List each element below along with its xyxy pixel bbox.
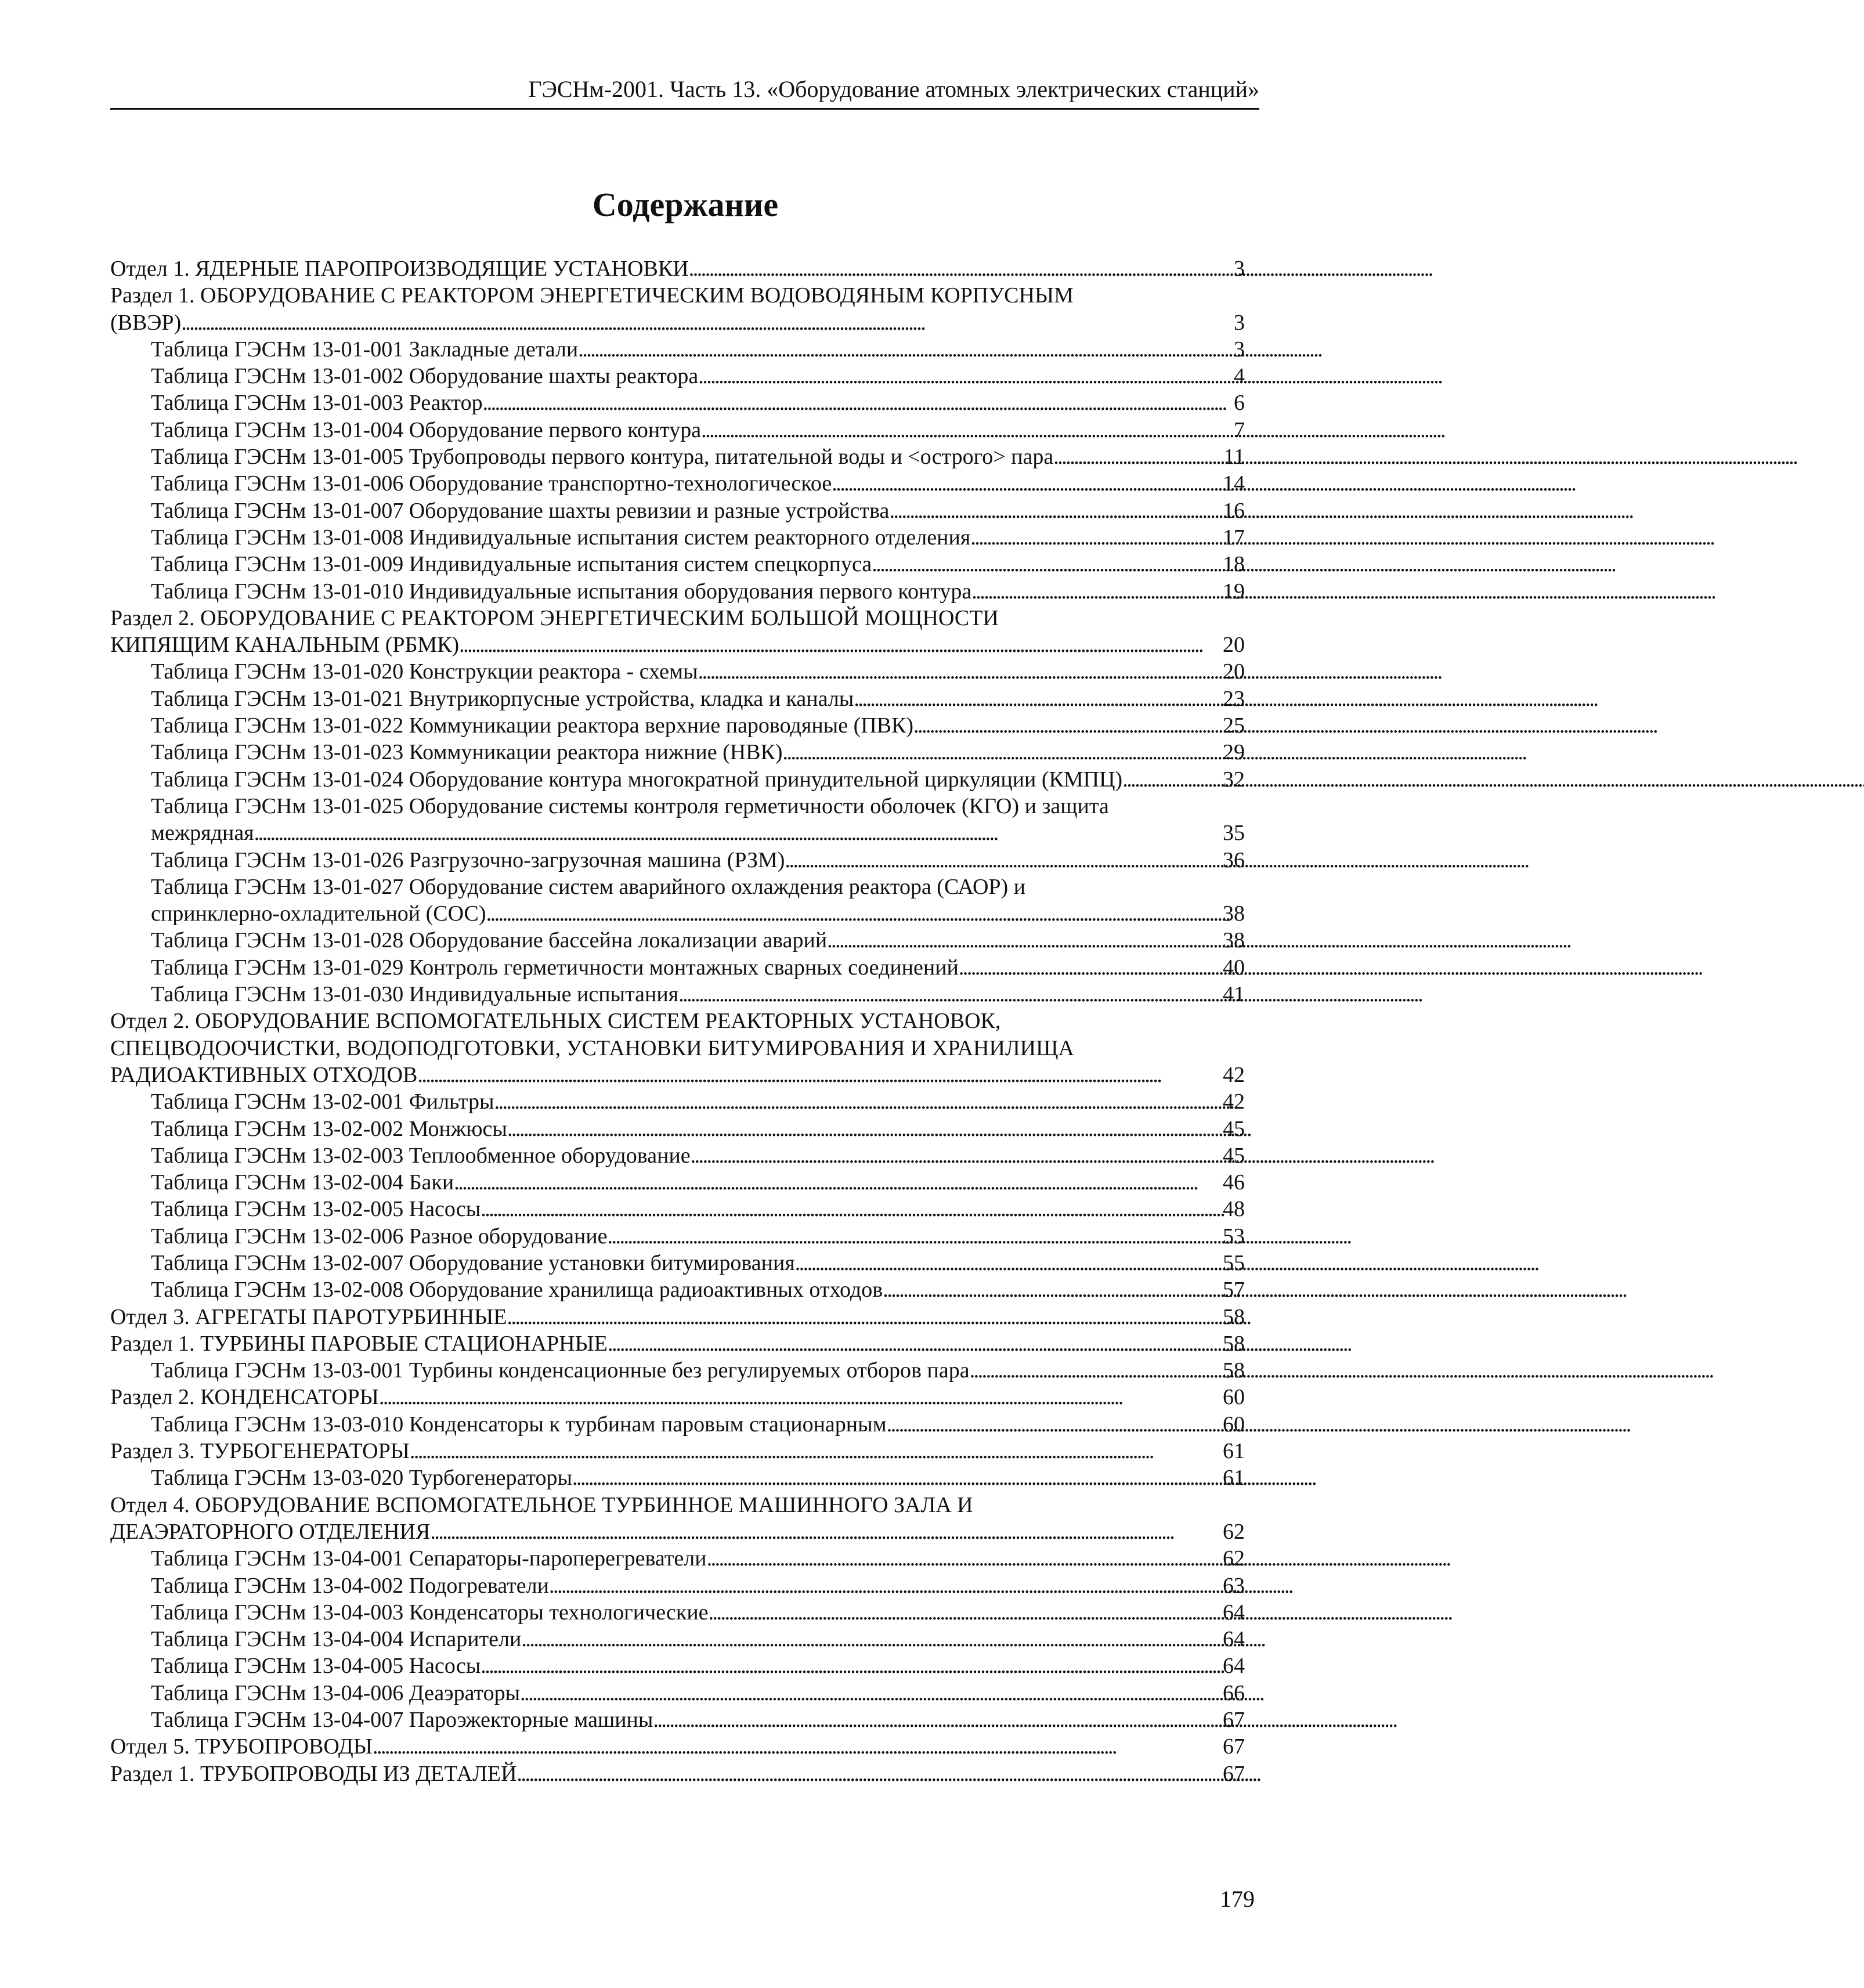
dot-leader [373, 1733, 1219, 1760]
toc-table-entry[interactable] [110, 685, 1245, 712]
toc-entry-title: КИПЯЩИМ КАНАЛЬНЫМ (РБМК) [110, 633, 460, 658]
toc-entry-line [151, 1250, 1245, 1276]
toc-section-entry[interactable] [110, 605, 1245, 659]
toc-entry-page: 63 [1223, 1573, 1245, 1598]
dot-leader [608, 1330, 1219, 1357]
dot-leader [889, 497, 1219, 524]
toc-entry-line [151, 1653, 1245, 1679]
dot-leader [691, 1142, 1219, 1169]
toc-entry-page: 3 [1234, 310, 1245, 335]
toc-table-entry[interactable] [110, 766, 1245, 793]
toc-entry-title: Таблица ГЭСНм 13-01-020 Конструкции реактора - схемы [151, 659, 698, 684]
toc-table-entry[interactable] [110, 847, 1245, 874]
toc-entry-page: 53 [1223, 1224, 1245, 1249]
page-title: Содержание [592, 186, 779, 223]
toc-entry-page: 64 [1223, 1654, 1245, 1679]
toc-entry-title: Таблица ГЭСНм 13-04-002 Подогреватели [151, 1573, 549, 1598]
toc-entry-line [151, 954, 1245, 981]
toc-table-entry[interactable] [110, 1545, 1245, 1572]
dot-leader [854, 685, 1219, 712]
toc-entry-page: 46 [1223, 1170, 1245, 1195]
toc-entry-page: 18 [1223, 552, 1245, 577]
toc-entry-page: 29 [1223, 740, 1245, 765]
toc-entry-page: 61 [1223, 1439, 1245, 1464]
toc-entry-title: Таблица ГЭСНм 13-02-002 Монжюсы [151, 1116, 507, 1141]
toc-entry-line [151, 1464, 1245, 1491]
toc-entry-page: 41 [1223, 982, 1245, 1007]
toc-entry-title: Таблица ГЭСНм 13-04-003 Конденсаторы технологические [151, 1600, 709, 1625]
toc-table-entry[interactable] [110, 1464, 1245, 1491]
dot-leader [549, 1572, 1219, 1599]
toc-table-entry[interactable] [110, 497, 1245, 524]
dot-leader [410, 1438, 1219, 1464]
toc-table-entry[interactable] [110, 1196, 1245, 1222]
dot-leader [707, 1545, 1219, 1572]
dot-leader [507, 1116, 1219, 1142]
toc-entry-title: Таблица ГЭСНм 13-02-003 Теплообменное оборудование [151, 1143, 691, 1168]
toc-entry-page: 23 [1223, 686, 1245, 711]
toc-entry-title: Таблица ГЭСНм 13-03-020 Турбогенераторы [151, 1466, 573, 1491]
toc-entry-line [110, 632, 1245, 658]
toc-entry-title: Таблица ГЭСНм 13-04-007 Пароэжекторные машины [151, 1708, 653, 1733]
toc-section-entry[interactable] [110, 1438, 1245, 1464]
dot-leader [1122, 766, 1219, 793]
toc-entry-page: 16 [1223, 498, 1245, 523]
toc-entry-title: Таблица ГЭСНм 13-02-005 Насосы [151, 1197, 481, 1222]
toc-entry-line [151, 981, 1245, 1008]
toc-entry-page: 20 [1223, 633, 1245, 658]
toc-entry-page: 11 [1223, 445, 1245, 470]
toc-table-entry[interactable] [110, 1599, 1245, 1626]
toc-entry-title: Таблица ГЭСНм 13-01-007 Оборудование шахты ревизии и разные устройства [151, 498, 890, 523]
toc-entry-title: Таблица ГЭСНм 13-04-005 Насосы [151, 1654, 481, 1679]
dot-leader [701, 417, 1230, 443]
toc-entry-line [110, 1438, 1245, 1464]
dot-leader [520, 1680, 1219, 1706]
toc-table-entry[interactable] [110, 1706, 1245, 1733]
dot-leader [417, 1062, 1219, 1088]
toc-entry-title: Таблица ГЭСНм 13-01-010 Индивидуальные испытания оборудования первого контура [151, 579, 972, 604]
toc-entry-page: 4 [1234, 364, 1245, 389]
toc-entry-page: 40 [1223, 955, 1245, 980]
toc-entry-page: 61 [1223, 1466, 1245, 1491]
toc-entry-title: Таблица ГЭСНм 13-04-004 Испарители [151, 1627, 522, 1652]
toc-entry-title: Таблица ГЭСНм 13-01-002 Оборудование шахты реактора [151, 364, 699, 389]
toc-entry-page: 35 [1223, 821, 1245, 846]
toc-section-entry[interactable] [110, 1492, 1245, 1546]
dot-leader [883, 1276, 1219, 1303]
dot-leader [483, 389, 1230, 416]
toc-table-entry[interactable] [110, 712, 1245, 739]
toc-entry-title: Раздел 1. ТУРБИНЫ ПАРОВЫЕ СТАЦИОНАРНЫЕ [110, 1331, 608, 1356]
toc-entry-line [110, 1733, 1245, 1760]
toc-entry-title: Отдел 1. ЯДЕРНЫЕ ПАРОПРОИЗВОДЯЩИЕ УСТАНОВКИ [110, 257, 689, 281]
toc-entry-line [151, 443, 1245, 470]
toc-entry-line [151, 1599, 1245, 1626]
toc-entry-title: Таблица ГЭСНм 13-01-023 Коммуникации реактора нижние (НВК) [151, 740, 783, 765]
toc-entry-title: спринклерно-охладительной (СОС) [151, 901, 486, 926]
toc-entry-title: Таблица ГЭСНм 13-01-026 Разгрузочно-загрузочная машина (РЗМ) [151, 847, 785, 872]
dot-leader [481, 1196, 1219, 1222]
dot-leader [254, 820, 1219, 846]
toc-entry-line [151, 712, 1245, 739]
toc-entry-title: Отдел 3. АГРЕГАТЫ ПАРОТУРБИННЫЕ [110, 1304, 507, 1329]
dot-leader [507, 1304, 1219, 1330]
toc-entry-line [151, 1223, 1245, 1250]
toc-entry-title-line: Таблица ГЭСНм 13-01-027 Оборудование систем аварийного охлаждения реактора (САОР) и [151, 874, 1026, 899]
page-number: 179 [1220, 1886, 1255, 1912]
toc-entry-line [151, 658, 1245, 685]
toc-entry-title: Таблица ГЭСНм 13-02-008 Оборудование хранилища радиоактивных отходов [151, 1278, 883, 1303]
toc-entry-page: 67 [1223, 1708, 1245, 1733]
toc-entry-line [151, 1411, 1245, 1438]
dot-leader [521, 1626, 1219, 1653]
toc-entry-line [151, 739, 1245, 766]
dot-leader [689, 255, 1230, 282]
toc-table-entry[interactable] [110, 954, 1245, 981]
toc-entry-page: 67 [1223, 1734, 1245, 1759]
toc-entry-line [151, 1626, 1245, 1653]
table-of-contents [110, 255, 1245, 1787]
toc-table-entry[interactable] [110, 1357, 1245, 1384]
toc-entry-page: 45 [1223, 1116, 1245, 1141]
toc-entry-title: ДЕАЭРАТОРНОГО ОТДЕЛЕНИЯ [110, 1519, 431, 1544]
toc-entry-page: 62 [1223, 1519, 1245, 1544]
toc-entry-line [151, 847, 1245, 874]
toc-entry-title: Таблица ГЭСНм 13-03-001 Турбины конденсационные без регулируемых отборов пара [151, 1358, 970, 1383]
dot-leader [971, 578, 1219, 605]
toc-entry-title-line: Таблица ГЭСНм 13-01-025 Оборудование системы контроля герметичности оболочек (КГО) и защита [151, 793, 1109, 818]
toc-entry-line [151, 1545, 1245, 1572]
toc-table-entry[interactable] [110, 658, 1245, 685]
toc-entry-page: 7 [1234, 417, 1245, 442]
toc-entry-title: Раздел 1. ТРУБОПРОВОДЫ ИЗ ДЕТАЛЕЙ [110, 1761, 517, 1786]
dot-leader [959, 954, 1219, 981]
toc-entry-page: 6 [1234, 391, 1245, 416]
dot-leader [887, 1411, 1219, 1438]
dot-leader [785, 847, 1219, 874]
toc-entry-line [110, 255, 1245, 282]
toc-table-entry[interactable] [110, 1223, 1245, 1250]
dot-leader [709, 1599, 1219, 1626]
toc-entry-line [110, 1304, 1245, 1330]
toc-table-entry[interactable] [110, 1653, 1245, 1679]
toc-section-entry[interactable] [110, 1330, 1245, 1357]
toc-table-entry[interactable] [110, 1116, 1245, 1142]
dot-leader [486, 900, 1219, 927]
toc-table-entry[interactable] [110, 363, 1245, 389]
toc-table-entry[interactable] [110, 578, 1245, 605]
toc-entry-page: 3 [1234, 337, 1245, 362]
toc-section-entry[interactable] [110, 255, 1245, 282]
toc-entry-line [151, 497, 1245, 524]
dot-leader [827, 927, 1219, 954]
toc-entry-line [151, 417, 1245, 443]
toc-entry-page: 45 [1223, 1143, 1245, 1168]
toc-entry-line [151, 363, 1245, 389]
toc-entry-line [110, 1384, 1245, 1410]
toc-entry-title: Таблица ГЭСНм 13-04-006 Деаэраторы [151, 1680, 521, 1705]
toc-entry-title: Таблица ГЭСНм 13-01-024 Оборудование контура многократной принудительной циркуляции (КМПЦ) [151, 767, 1123, 792]
toc-table-entry[interactable] [110, 1572, 1245, 1599]
toc-entry-title-line: Раздел 1. ОБОРУДОВАНИЕ С РЕАКТОРОМ ЭНЕРГЕТИЧЕСКИМ ВОДОВОДЯНЫМ КОРПУСНЫМ [110, 283, 1074, 308]
dot-leader [698, 658, 1219, 685]
toc-entry-line [110, 1518, 1245, 1545]
toc-entry-line [151, 1572, 1245, 1599]
toc-table-entry[interactable] [110, 1276, 1245, 1303]
toc-entry-page: 60 [1223, 1385, 1245, 1410]
toc-entry-title: Таблица ГЭСНм 13-01-009 Индивидуальные испытания систем спецкорпуса [151, 552, 872, 577]
toc-entry-title: Таблица ГЭСНм 13-01-008 Индивидуальные испытания систем реакторного отделения [151, 525, 971, 550]
toc-table-entry[interactable] [110, 551, 1245, 578]
toc-table-entry[interactable] [110, 874, 1245, 928]
toc-entry-page: 38 [1223, 901, 1245, 926]
toc-entry-page: 60 [1223, 1412, 1245, 1437]
toc-entry-line [110, 1760, 1245, 1787]
toc-entry-title: Отдел 5. ТРУБОПРОВОДЫ [110, 1734, 373, 1759]
toc-entry-line [151, 1088, 1245, 1115]
toc-entry-title: Таблица ГЭСНм 13-01-003 Реактор [151, 391, 483, 416]
dot-leader [578, 336, 1230, 363]
toc-entry-page: 36 [1223, 847, 1245, 872]
toc-table-entry[interactable] [110, 1142, 1245, 1169]
dot-leader [795, 1250, 1219, 1276]
toc-entry-title-line: Раздел 2. ОБОРУДОВАНИЕ С РЕАКТОРОМ ЭНЕРГЕТИЧЕСКИМ БОЛЬШОЙ МОЩНОСТИ [110, 605, 999, 630]
toc-entry-page: 42 [1223, 1062, 1245, 1087]
dot-leader [430, 1518, 1219, 1545]
toc-entry-page: 3 [1234, 257, 1245, 281]
toc-entry-title: Таблица ГЭСНм 13-02-001 Фильтры [151, 1089, 494, 1114]
toc-entry-line [151, 1680, 1245, 1706]
dot-leader [454, 1169, 1219, 1196]
toc-entry-title: Таблица ГЭСНм 13-01-028 Оборудование бассейна локализации аварий [151, 928, 828, 953]
toc-section-entry[interactable] [110, 1304, 1245, 1330]
toc-entry-line [151, 389, 1245, 416]
toc-entry-title: РАДИОАКТИВНЫХ ОТХОДОВ [110, 1062, 418, 1087]
toc-section-entry[interactable] [110, 1733, 1245, 1760]
toc-entry-page: 20 [1223, 659, 1245, 684]
toc-entry-line [151, 1116, 1245, 1142]
dot-leader [517, 1760, 1219, 1787]
toc-entry-page: 64 [1223, 1627, 1245, 1652]
toc-entry-title: (ВВЭР) [110, 310, 182, 335]
toc-table-entry[interactable] [110, 389, 1245, 416]
toc-table-entry[interactable] [110, 524, 1245, 551]
dot-leader [872, 551, 1219, 578]
toc-entry-line [151, 1142, 1245, 1169]
toc-section-entry[interactable] [110, 1008, 1245, 1088]
toc-entry-title: Таблица ГЭСНм 13-02-006 Разное оборудование [151, 1224, 608, 1249]
toc-section-entry[interactable] [110, 1384, 1245, 1410]
toc-entry-page: 38 [1223, 928, 1245, 953]
toc-entry-title: Таблица ГЭСНм 13-01-029 Контроль герметичности монтажных сварных соединений [151, 955, 959, 980]
dot-leader [970, 1357, 1219, 1384]
toc-entry-line [151, 1196, 1245, 1222]
toc-entry-line [151, 578, 1245, 605]
toc-entry-title: Таблица ГЭСНм 13-01-001 Закладные детали [151, 337, 579, 362]
toc-entry-page: 67 [1223, 1761, 1245, 1786]
toc-table-entry[interactable] [110, 470, 1245, 497]
toc-table-entry[interactable] [110, 336, 1245, 363]
toc-entry-page: 66 [1223, 1680, 1245, 1705]
dot-leader [181, 309, 1230, 336]
toc-entry-line [151, 524, 1245, 551]
toc-entry-line [151, 900, 1245, 927]
toc-section-entry[interactable] [110, 1760, 1245, 1787]
toc-entry-page: 57 [1223, 1278, 1245, 1303]
dot-leader [572, 1464, 1219, 1491]
toc-table-entry[interactable] [110, 1169, 1245, 1196]
toc-entry-title: Таблица ГЭСНм 13-02-007 Оборудование установки битумирования [151, 1250, 795, 1275]
toc-table-entry[interactable] [110, 1411, 1245, 1438]
dot-leader [1053, 443, 1220, 470]
toc-table-entry[interactable] [110, 1680, 1245, 1706]
toc-entry-line [151, 927, 1245, 954]
toc-entry-page: 42 [1223, 1089, 1245, 1114]
toc-entry-line [110, 1330, 1245, 1357]
toc-table-entry[interactable] [110, 739, 1245, 766]
toc-entry-page: 64 [1223, 1600, 1245, 1625]
dot-leader [459, 632, 1219, 658]
dot-leader [970, 524, 1219, 551]
dot-leader [832, 470, 1219, 497]
toc-table-entry[interactable] [110, 981, 1245, 1008]
toc-entry-title: Таблица ГЭСНм 13-01-022 Коммуникации реактора верхние пароводяные (ПВК) [151, 713, 914, 738]
toc-entry-line [151, 551, 1245, 578]
dot-leader [379, 1384, 1219, 1410]
dot-leader [608, 1223, 1219, 1250]
toc-entry-title: Таблица ГЭСНм 13-01-004 Оборудование первого контура [151, 417, 702, 442]
toc-table-entry[interactable] [110, 443, 1245, 470]
toc-entry-title: Раздел 2. КОНДЕНСАТОРЫ [110, 1385, 379, 1410]
toc-entry-page: 55 [1223, 1250, 1245, 1275]
running-header: ГЭСНм-2001. Часть 13. «Оборудование атомных электрических станций» [110, 75, 1259, 110]
dot-leader [913, 712, 1219, 739]
toc-entry-line [151, 820, 1245, 846]
dot-leader [653, 1706, 1219, 1733]
toc-entry-page: 62 [1223, 1546, 1245, 1571]
toc-entry-line [110, 1062, 1245, 1088]
toc-entry-title-line: СПЕЦВОДООЧИСТКИ, ВОДОПОДГОТОВКИ, УСТАНОВКИ БИТУМИРОВАНИЯ И ХРАНИЛИЩА [110, 1036, 1074, 1060]
toc-entry-page: 14 [1223, 471, 1245, 496]
toc-entry-line [110, 309, 1245, 336]
toc-entry-page: 19 [1223, 579, 1245, 604]
toc-table-entry[interactable] [110, 417, 1245, 443]
toc-entry-title-line: Отдел 2. ОБОРУДОВАНИЕ ВСПОМОГАТЕЛЬНЫХ СИСТЕМ РЕАКТОРНЫХ УСТАНОВОК, [110, 1009, 1001, 1034]
toc-entry-title-line: Отдел 4. ОБОРУДОВАНИЕ ВСПОМОГАТЕЛЬНОЕ ТУРБИННОЕ МАШИННОГО ЗАЛА И [110, 1492, 973, 1517]
toc-entry-line [151, 1357, 1245, 1384]
toc-entry-title: Таблица ГЭСНм 13-01-006 Оборудование транспортно-технологическое [151, 471, 832, 496]
toc-entry-line [151, 1276, 1245, 1303]
toc-entry-page: 58 [1223, 1331, 1245, 1356]
toc-entry-line [151, 336, 1245, 363]
toc-entry-page: 58 [1223, 1304, 1245, 1329]
toc-entry-page: 25 [1223, 713, 1245, 738]
toc-section-entry[interactable] [110, 282, 1245, 336]
toc-table-entry[interactable] [110, 1626, 1245, 1653]
toc-table-entry[interactable] [110, 793, 1245, 847]
toc-entry-page: 32 [1223, 767, 1245, 792]
toc-entry-title: Таблица ГЭСНм 13-01-021 Внутрикорпусные устройства, кладка и каналы [151, 686, 854, 711]
toc-entry-title: Таблица ГЭСНм 13-01-030 Индивидуальные испытания [151, 982, 679, 1007]
toc-entry-title: Таблица ГЭСНм 13-03-010 Конденсаторы к турбинам паровым стационарным [151, 1412, 887, 1437]
dot-leader [481, 1653, 1219, 1679]
toc-entry-title: Таблица ГЭСНм 13-02-004 Баки [151, 1170, 454, 1195]
toc-entry-title: межрядная [151, 821, 254, 846]
dot-leader [678, 981, 1219, 1008]
toc-entry-title: Таблица ГЭСНм 13-01-005 Трубопроводы первого контура, питательной воды и <острого> пара [151, 445, 1054, 470]
toc-entry-line [151, 685, 1245, 712]
toc-entry-line [151, 470, 1245, 497]
toc-table-entry[interactable] [110, 1088, 1245, 1115]
toc-entry-title: Таблица ГЭСНм 13-04-001 Сепараторы-пароперегреватели [151, 1546, 707, 1571]
toc-entry-line [151, 1706, 1245, 1733]
toc-entry-page: 48 [1223, 1197, 1245, 1222]
toc-entry-line [151, 766, 1245, 793]
toc-entry-title: Раздел 3. ТУРБОГЕНЕРАТОРЫ [110, 1439, 410, 1464]
dot-leader [494, 1088, 1219, 1115]
toc-entry-page: 58 [1223, 1358, 1245, 1383]
dot-leader [783, 739, 1219, 766]
dot-leader [698, 363, 1230, 389]
toc-table-entry[interactable] [110, 1250, 1245, 1276]
toc-entry-line [151, 1169, 1245, 1196]
toc-entry-page: 17 [1223, 525, 1245, 550]
toc-table-entry[interactable] [110, 927, 1245, 954]
